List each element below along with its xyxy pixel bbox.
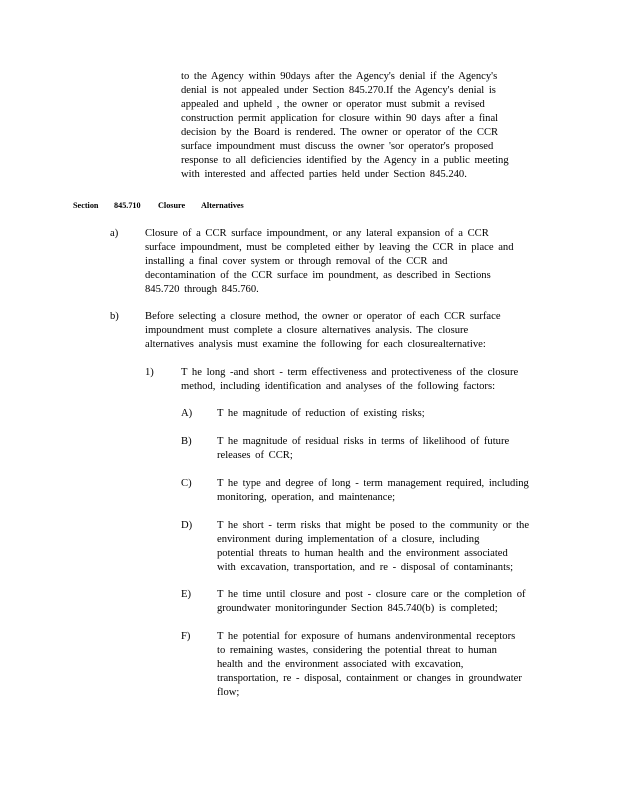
factor-line: monitoring, operation, and maintenance; bbox=[217, 492, 396, 503]
factor-line: T he time until closure and post - closure care or the completion of bbox=[217, 589, 526, 600]
intro-line: response to all deficiencies identified by the Agency in a public meeting bbox=[181, 155, 509, 166]
factor-line: with excavation, transportation, and re - disposal of contaminants; bbox=[217, 562, 514, 573]
intro-line: with interested and affected parties held under Section 845.240. bbox=[181, 169, 467, 180]
factor-paragraph bbox=[217, 407, 425, 421]
factor-line: T he magnitude of residual risks in terms of likelihood of future bbox=[217, 436, 510, 447]
factor-label: A) bbox=[181, 408, 193, 419]
factor-label: E) bbox=[181, 589, 191, 600]
section-title-word: Alternatives bbox=[201, 201, 244, 210]
item-line: 845.720 through 845.760. bbox=[145, 284, 259, 295]
factor-line: T he magnitude of reduction of existing risks; bbox=[217, 408, 425, 419]
section-title-word: Closure bbox=[158, 201, 186, 210]
intro-line: construction permit application for closure within 90 days after a final bbox=[181, 113, 499, 124]
item-line: Before selecting a closure method, the owner or operator of each CCR surface bbox=[145, 311, 501, 322]
factor-line: T he short - term risks that might be posed to the community or the bbox=[217, 520, 530, 531]
subitem-paragraph bbox=[181, 366, 518, 394]
factor-label: F) bbox=[181, 631, 191, 642]
intro-line: appealed and upheld , the owner or operator must submit a revised bbox=[181, 99, 485, 110]
factor-line: transportation, re - disposal, containment or changes in groundwater bbox=[217, 673, 522, 684]
factor-paragraph bbox=[217, 477, 529, 505]
factor-label: D) bbox=[181, 520, 193, 531]
factor-label: B) bbox=[181, 436, 192, 447]
factor-paragraph bbox=[217, 630, 522, 700]
factor-paragraph bbox=[217, 435, 509, 463]
factor-line: health and the environment associated with excavation, bbox=[217, 659, 464, 670]
factor-paragraph bbox=[217, 588, 526, 616]
subitem-line: T he long -and short - term effectiveness and protectiveness of the closure bbox=[181, 367, 519, 378]
section-number: 845.710 bbox=[114, 201, 141, 210]
factor-line: groundwater monitoringunder Section 845.740(b) is completed; bbox=[217, 603, 498, 614]
factor-line: releases of CCR; bbox=[217, 450, 293, 461]
item-label: a) bbox=[110, 228, 119, 239]
factor-line: environment during implementation of a closure, including bbox=[217, 534, 480, 545]
factor-label: C) bbox=[181, 478, 192, 489]
factor-line: T he type and degree of long - term management required, including bbox=[217, 478, 529, 489]
factor-line: to remaining wastes, considering the potential threat to human bbox=[217, 645, 497, 656]
item-line: installing a final cover system or through removal of the CCR and bbox=[145, 256, 448, 267]
intro-paragraph bbox=[181, 70, 509, 182]
section-word: Section bbox=[73, 201, 99, 210]
intro-line: to the Agency within 90days after the Agency's denial if the Agency's bbox=[181, 71, 498, 82]
item-line: alternatives analysis must examine the following for each closurealternative: bbox=[145, 339, 486, 350]
factor-line: flow; bbox=[217, 687, 240, 698]
factor-line: T he potential for exposure of humans andenvironmental receptors bbox=[217, 631, 516, 642]
subitem-line: method, including identification and analyses of the following factors: bbox=[181, 381, 496, 392]
factor-line: potential threats to human health and the environment associated bbox=[217, 548, 508, 559]
item-a-paragraph bbox=[145, 227, 514, 297]
item-line: decontamination of the CCR surface im poundment, as described in Sections bbox=[145, 270, 491, 281]
intro-line: denial is not appealed under Section 845.270.If the Agency's denial is bbox=[181, 85, 496, 96]
intro-line: surface impoundment must discuss the owner 'sor operator's proposed bbox=[181, 141, 494, 152]
item-line: Closure of a CCR surface impoundment, or any lateral expansion of a CCR bbox=[145, 228, 489, 239]
item-line: surface impoundment, must be completed either by leaving the CCR in place and bbox=[145, 242, 514, 253]
subitem-label: 1) bbox=[145, 367, 154, 378]
item-b-paragraph bbox=[145, 310, 501, 352]
item-line: impoundment must complete a closure alternatives analysis. The closure bbox=[145, 325, 469, 336]
item-label: b) bbox=[110, 311, 119, 322]
intro-line: decision by the Board is rendered. The owner or operator of the CCR bbox=[181, 127, 499, 138]
factor-paragraph bbox=[217, 519, 529, 575]
